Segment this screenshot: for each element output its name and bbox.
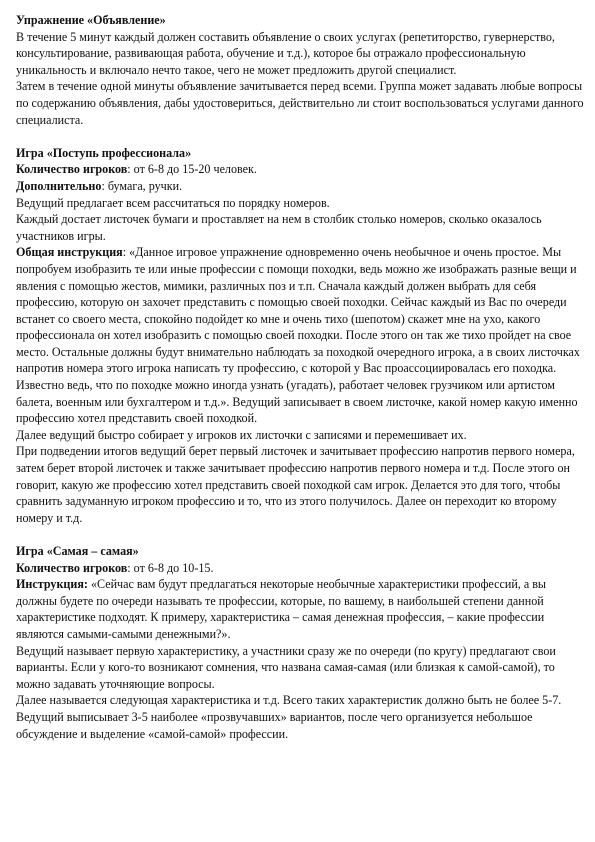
players-line — [16, 161, 584, 178]
paragraph: В течение 5 минут каждый должен составить объявление о своих услугах (репетиторство, гувернерство, консультирование, развивающая работа, обучение и т.д.), которое бы отражало профессиональную уникальность и включало нечто такое, чего не может предложить другой специалист. — [16, 29, 555, 77]
extra-value: : бумага, ручки. — [101, 178, 183, 193]
instruction-value: «Сейчас вам будут предлагаться некоторые необычные характеристики профессий, а вы должны будете по очереди называть те профессии, которые, по вашему, в наибольшей степени данной характеристике подходят. К примеру, характеристика – самая денежная профессия, – какие профессии являются самыми-самыми денежными?». — [16, 577, 547, 641]
paragraph: Каждый достает листочек бумаги и проставляет на нем в столбик столько номеров, сколько оказалось участников игры. — [16, 212, 542, 243]
players-line — [16, 560, 584, 577]
players-label: Количество игроков — [16, 560, 128, 575]
section-professional-gait — [16, 145, 584, 527]
players-label: Количество игроков — [16, 162, 128, 177]
section-title: Упражнение «Объявление» — [16, 13, 166, 27]
paragraph: Ведущий предлагает всем рассчитаться по порядку номеров. — [16, 195, 330, 210]
instruction-line — [16, 576, 584, 642]
document-page — [16, 12, 584, 742]
players-value: : от 6-8 до 15-20 человек. — [127, 162, 257, 177]
extra-label: Дополнительно — [16, 178, 102, 193]
paragraph: Ведущий выписывает 3-5 наиболее «прозвучавших» вариантов, после чего организуется небольшое обсуждение и выделение «самой-самой» профессии. — [16, 709, 533, 741]
instruction-value: : «Данное игровое упражнение одновременно очень необычное и очень простое. Мы попробуем изобразить те или иные профессии с помощи походки, ведь можно же изображать разные вещи и явления с помощью жестов, мимики, различных поз и т.п. Сначала каждый должен выбрать для себя профессию, которую он захочет представить с помощью своей походки. Сейчас каждый из Вас по очереди встанет со своего места, спокойно подойдет ко мне и очень тихо (шепотом) скажет мне на ухо, какого профессионала он хотел изобразить с помощью своей походки. После этого он так же тихо пройдет на свое место. Остальные должны будут внимательно наблюдать за походкой очередного игрока, а в своих листочках напротив номера этого игрока написать ту профессию, с которой у Вас проассоциировалась его походка. Известно ведь, что по походке можно иногда узнать (угадать), работает человек грузчиком или артистом балета, военным или бухгалтером и т.д.». Ведущий записывает в своем листочке, какой номер какую именно профессию хотел представить своей походкой. — [16, 245, 580, 426]
section-title: Игра «Поступь профессионала» — [16, 145, 192, 160]
paragraph: При подведении итогов ведущий берет первый листочек и зачитывает профессию напротив первого номера, затем берет второй листочек и также зачитывает профессию напротив первого номера и т.д. После этого он говорит, какую же профессию хотел представить своей походкой сам игрок. Делается это для того, чтобы сравнить задуманную игроком профессию и то, что из этого получилось. Далее он переходит ко второму номеру и т.д. — [16, 444, 575, 525]
paragraph: Далее ведущий быстро собирает у игроков их листочки с записями и перемешивает их. — [16, 427, 467, 442]
paragraph: Ведущий называет первую характеристику, а участники сразу же по очереди (по кругу) предлагают свои варианты. Если у кого-то возникают сомнения, что названа самая-самая (или близкая к самой-самой), то можно задавать уточняющие вопросы. — [16, 643, 556, 691]
section-title: Игра «Самая – самая» — [16, 544, 139, 558]
section-most-most — [16, 543, 584, 742]
instruction-label: Общая инструкция — [16, 245, 123, 260]
instruction-label: Инструкция: — [16, 577, 88, 592]
players-value: : от 6-8 до 10-15. — [127, 560, 214, 575]
instruction-line — [16, 244, 584, 427]
section-announcement — [16, 12, 584, 128]
paragraph: Затем в течение одной минуты объявление зачитывается перед всеми. Группа может задавать любые вопросы по содержанию объявления, дабы удостовериться, действительно ли стоит воспользоваться услугами данного специалиста. — [16, 79, 584, 127]
extra-line — [16, 178, 584, 195]
paragraph: Далее называется следующая характеристика и т.д. Всего таких характеристик должно быть не более 5-7. — [16, 693, 562, 708]
